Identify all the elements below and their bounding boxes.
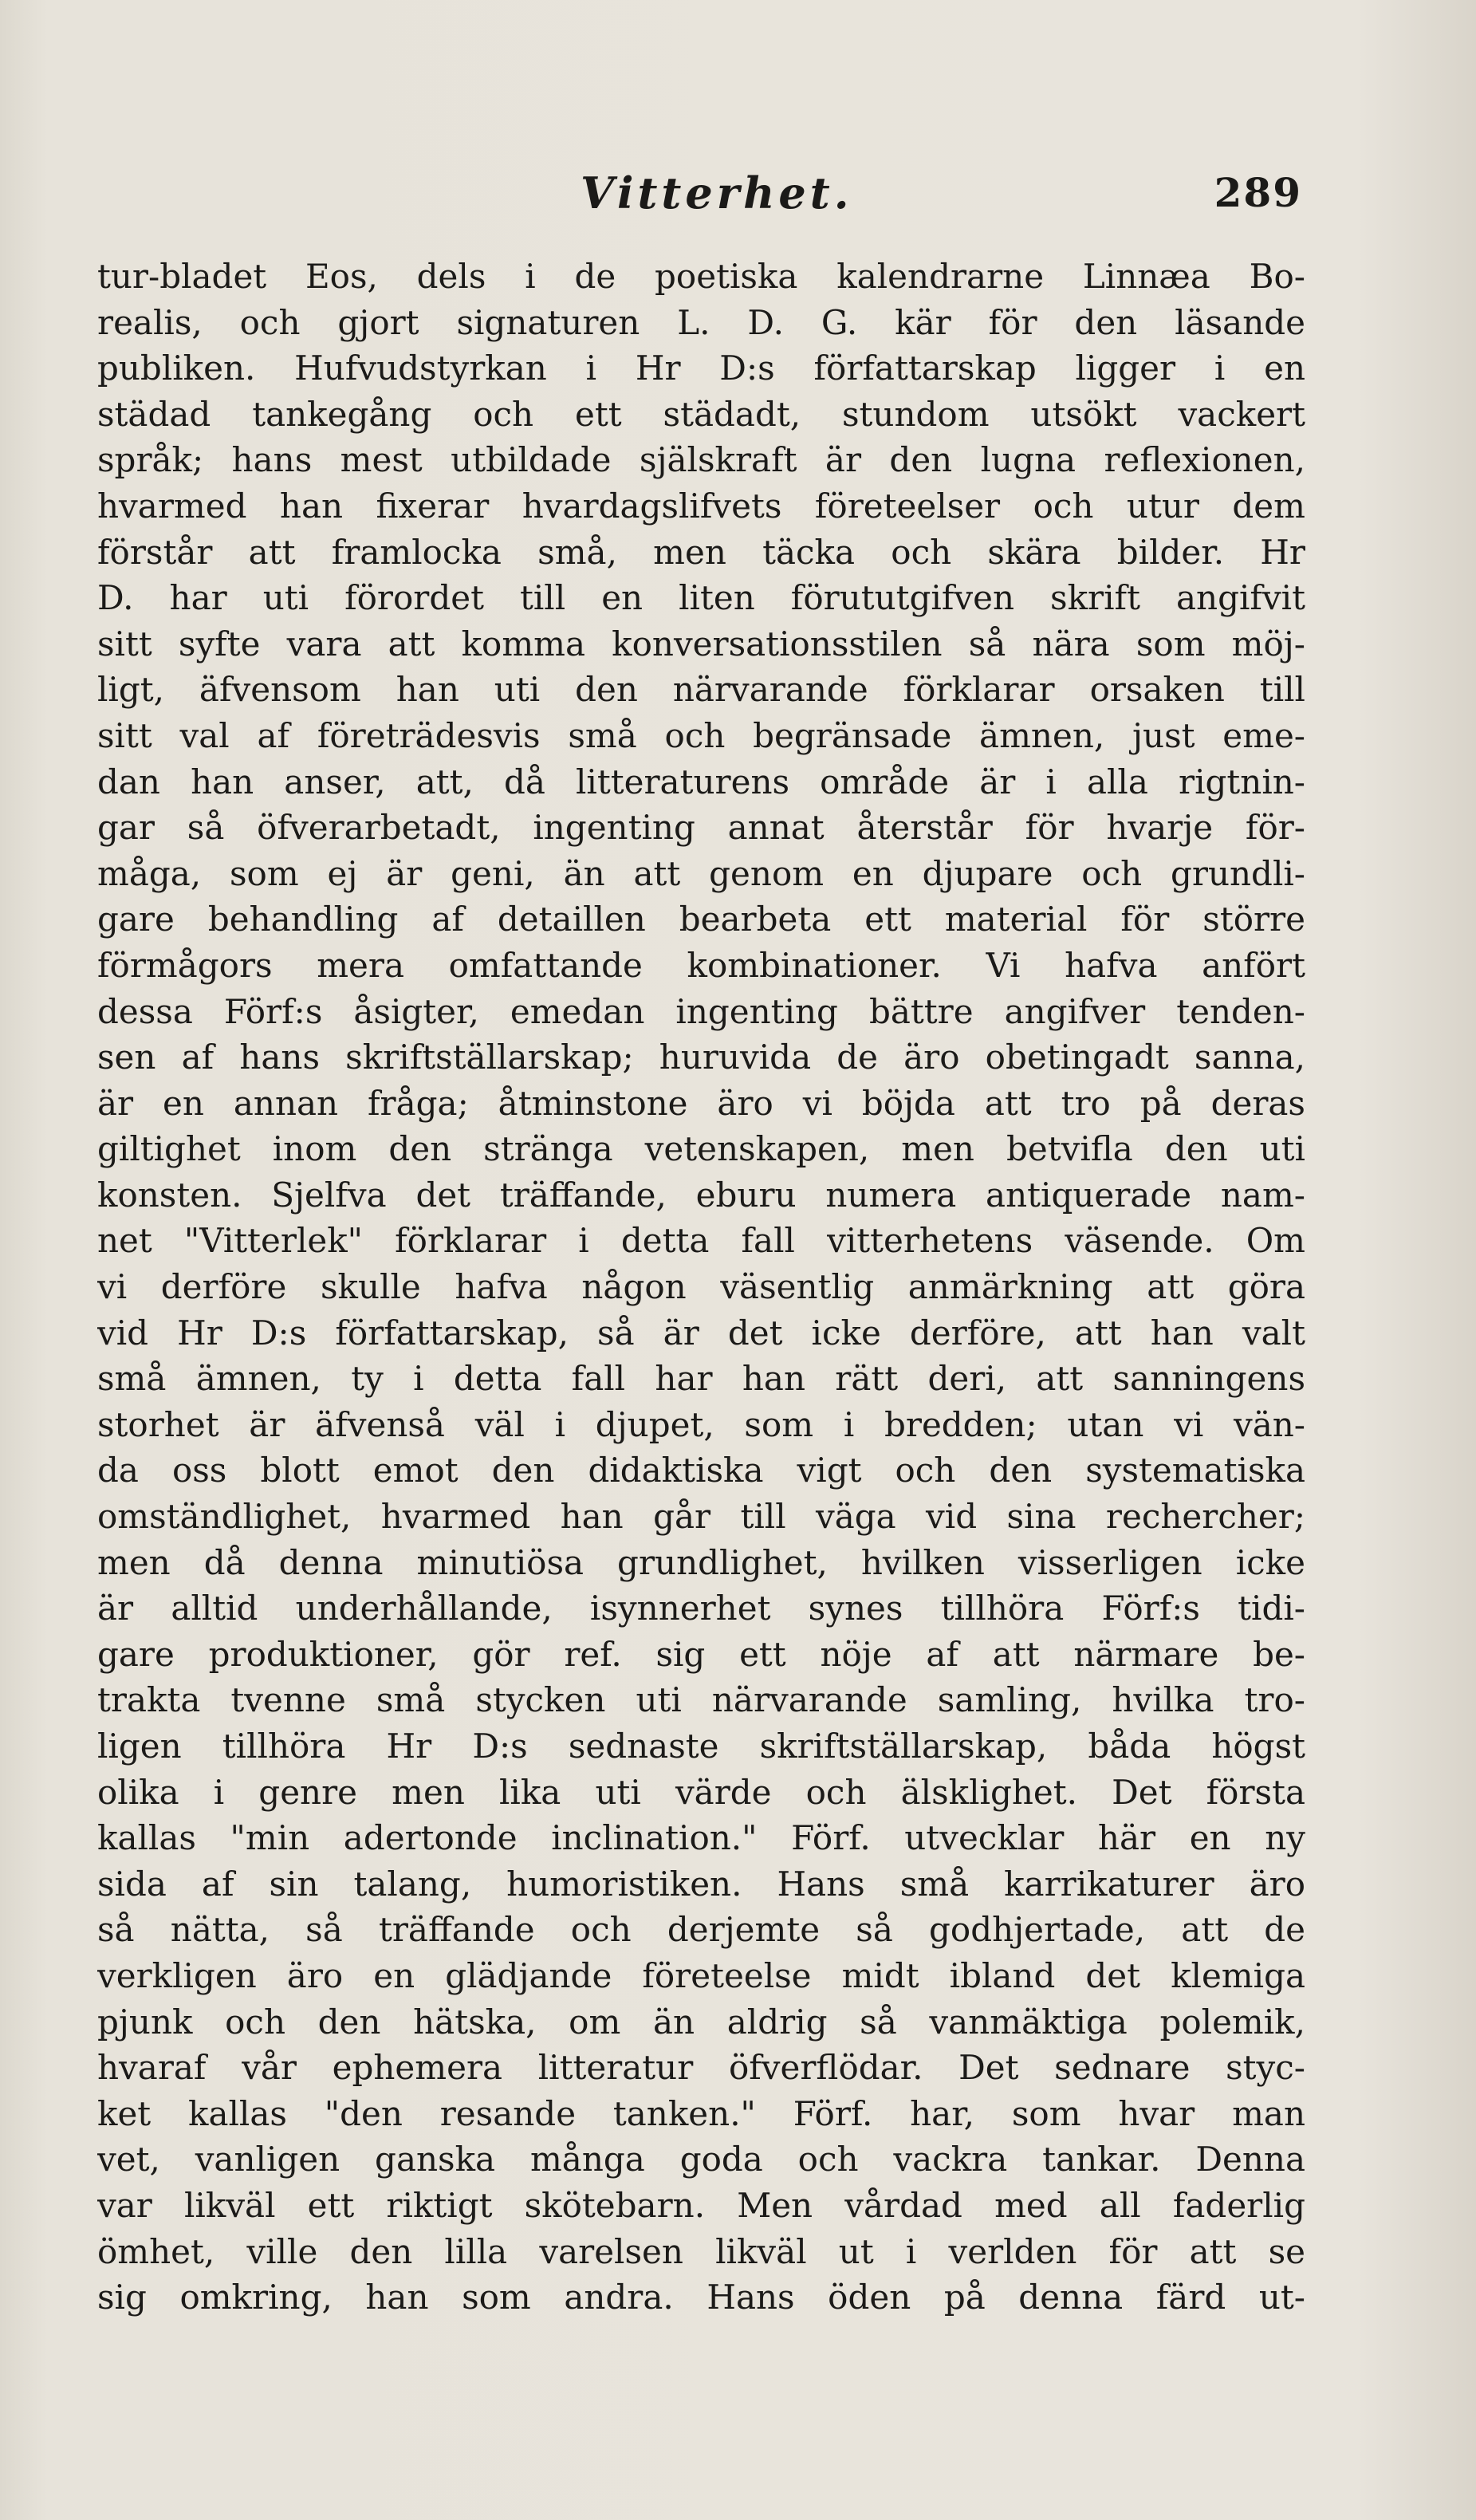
text-line: sitt val af företrädesvis små och begränsade ämnen, just eme- [97,715,1305,755]
text-line: vet, vanligen ganska många goda och vackra tankar. Denna [97,2140,1305,2179]
text-line: var likväl ett riktigt skötebarn. Men vårdad med all faderlig [97,2185,1305,2225]
page-header [0,156,1476,228]
text-line: net "Vitterlek" förklarar i detta fall vitterhetens väsende. Om [97,1221,1305,1261]
text-line: storhet är äfvenså väl i djupet, som i bredden; utan vi vän- [97,1404,1305,1444]
text-line: sida af sin talang, humoristiken. Hans små karrikaturer äro [97,1864,1305,1904]
text-line: ligt, äfvensom han uti den närvarande förklarar orsaken till [97,670,1305,710]
text-line: men då denna minutiösa grundlighet, hvilken visserligen icke [97,1542,1305,1582]
text-line: omständlighet, hvarmed han går till väga vid sina rechercher; [97,1497,1305,1537]
text-line: D. har uti förordet till en liten förututgifven skrift angifvit [97,578,1305,618]
text-line: gare produktioner, gör ref. sig ett nöje af att närmare be- [97,1634,1305,1674]
text-line: sig omkring, han som andra. Hans öden på denna färd ut- [97,2278,1305,2317]
text-line: sitt syfte vara att komma konversationsstilen så nära som möj- [97,624,1305,663]
text-line: förstår att framlocka små, men täcka och skära bilder. Hr [97,532,1305,572]
text-line: små ämnen, ty i detta fall har han rätt deri, att sanningens [97,1359,1305,1399]
text-line: måga, som ej är geni, än att genom en djupare och grundli- [97,853,1305,893]
text-line: ligen tillhöra Hr D:s sednaste skriftställarskap, båda högst [97,1727,1305,1766]
text-line: gar så öfverarbetadt, ingenting annat återstår för hvarje för- [97,808,1305,848]
text-line: språk; hans mest utbildade själskraft är den lugna reflexionen, [97,440,1305,480]
text-line: är en annan fråga; åtminstone äro vi böjda att tro på deras [97,1083,1305,1123]
text-line: gare behandling af detaillen bearbeta ett material för större [97,900,1305,939]
text-line: kallas "min adertonde inclination." Förf. utvecklar här en ny [97,1818,1305,1858]
text-line: är alltid underhållande, isynnerhet synes tillhöra Förf:s tidi- [97,1589,1305,1628]
text-line: olika i genre men lika uti värde och älsklighet. Det första [97,1772,1305,1812]
text-line: trakta tvenne små stycken uti närvarande samling, hvilka tro- [97,1680,1305,1720]
text-line: tur-bladet Eos, dels i de poetiska kalendrarne Linnæa Bo- [97,257,1305,296]
body-text [97,254,1305,2321]
text-line: förmågors mera omfattande kombinationer. Vi hafva anfört [97,945,1305,985]
text-line: så nätta, så träffande och derjemte så godhjertade, att de [97,1910,1305,1950]
text-line: ket kallas "den resande tanken." Förf. har, som hvar man [97,2093,1305,2133]
text-line: sen af hans skriftställarskap; huruvida de äro obetingadt sanna, [97,1038,1305,1077]
text-line: städad tankegång och ett städadt, stundom utsökt vackert [97,394,1305,434]
text-line: ömhet, ville den lilla varelsen likväl ut i verlden för att se [97,2231,1305,2271]
text-line: konsten. Sjelfva det träffande, eburu numera antiquerade nam- [97,1175,1305,1215]
text-line: hvarmed han fixerar hvardagslifvets företeelser och utur dem [97,486,1305,526]
text-line: vi derföre skulle hafva någon väsentlig anmärkning att göra [97,1267,1305,1307]
text-line: vid Hr D:s författarskap, så är det icke derföre, att han valt [97,1313,1305,1353]
text-line: realis, och gjort signaturen L. D. G. kär för den läsande [97,302,1305,342]
text-line: hvaraf vår ephemera litteratur öfverflödar. Det sednare styc- [97,2048,1305,2088]
text-line: da oss blott emot den didaktiska vigt och den systematiska [97,1451,1305,1490]
text-line: publiken. Hufvudstyrkan i Hr D:s författarskap ligger i en [97,348,1305,388]
running-head: Vitterhet. [581,167,853,219]
text-line: giltighet inom den stränga vetenskapen, men betvifla den uti [97,1129,1305,1169]
page-number: 289 [1214,169,1302,216]
text-line: dan han anser, att, då litteraturens område är i alla rigtnin- [97,762,1305,801]
text-line: dessa Förf:s åsigter, emedan ingenting bättre angifver tenden- [97,991,1305,1031]
text-line: pjunk och den hätska, om än aldrig så vanmäktiga polemik, [97,2002,1305,2042]
text-line: verkligen äro en glädjande företeelse midt ibland det klemiga [97,1955,1305,1995]
